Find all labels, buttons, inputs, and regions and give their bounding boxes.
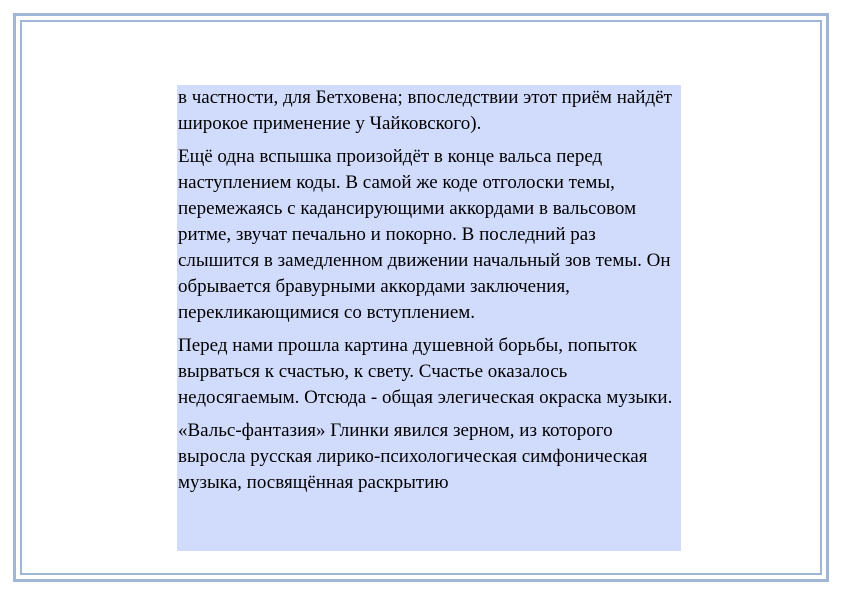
paragraph-2: Ещё одна вспышка произойдёт в конце вальса перед наступлением коды. В самой же коде отголоски темы, перемежаясь с кадансирующими аккордами в вальсовом ритме, звучат печально и покорно. В последний раз слышится в замедленном движении начальный зов темы. Он обрывается бравурными аккордами заключения, перекликающимися со вступлением. <box>178 146 671 323</box>
paragraph-4: «Вальс-фантазия» Глинки явился зерном, из которого выросла русская лирико-психологическая симфоническая музыка, посвящённая раскрытию <box>178 420 648 493</box>
slide-text-body <box>177 85 681 551</box>
paragraph-3: Перед нами прошла картина душевной борьбы, попыток вырваться к счастью, к свету. Счастье оказалось недосягаемым. Отсюда - общая элегическая окраска музыки. <box>178 335 673 408</box>
paragraph-1: в частности, для Бетховена; впоследствии этот приём найдёт широкое применение у Чайковского). <box>178 87 672 134</box>
